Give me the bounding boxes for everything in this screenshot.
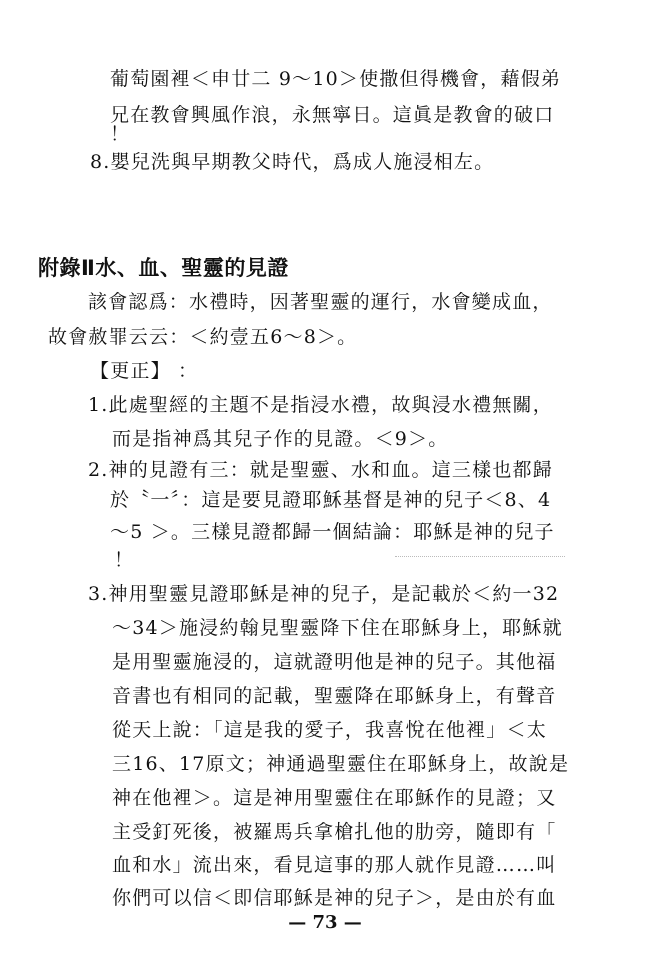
text-line: 葡萄園裡＜申廿二 9～10＞使撒但得機會，藉假弟 <box>110 68 562 90</box>
text-line: 你們可以信＜即信耶穌是神的兒子＞，是由於有血 <box>112 887 557 909</box>
text-line: 音書也有相同的記載，聖靈降在耶穌身上，有聲音 <box>112 685 557 707</box>
list-item-3: 3.神用聖靈見證耶穌是神的兒子，是記載於＜約一32 <box>88 583 560 605</box>
list-item-1: 1.此處聖經的主題不是指浸水禮，故與浸水禮無關， <box>88 394 553 416</box>
text-line: 該會認爲：水禮時，因著聖靈的運行，水會變成血， <box>88 291 553 313</box>
text-line: ！ <box>110 123 131 145</box>
text-line: 故會赦罪云云：＜約壹五6～8＞。 <box>48 326 358 348</box>
text-line: 於〝一〞：這是要見證耶穌基督是神的兒子＜8、4 <box>110 489 552 511</box>
text-line: 是用聖靈施浸的，這就證明他是神的兒子。其他福 <box>112 651 557 673</box>
text-line: 三16、17原文；神通過聖靈住在耶穌身上，故說是 <box>112 753 570 775</box>
text-line: 兄在教會興風作浪，永無寧日。這眞是教會的破口 <box>110 104 555 126</box>
text-line: 而是指神爲其兒子作的見證。＜9＞。 <box>112 428 449 450</box>
text-line: 血和水」流出來，看見這事的那人就作見證……叫 <box>112 854 557 876</box>
text-line: ～5 ＞。三樣見證都歸一個結論：耶穌是神的兒子 <box>110 521 555 543</box>
text-line: 主受釘死後，被羅馬兵拿槍扎他的肋旁，隨即有「 <box>112 821 557 843</box>
section-heading: 附錄Ⅱ水、血、聖靈的見證 <box>38 256 289 280</box>
text-line: ～34＞施浸約翰見聖靈降下住在耶穌身上，耶穌就 <box>112 617 563 639</box>
list-item-2: 2.神的見證有三：就是聖靈、水和血。這三樣也都歸 <box>88 459 553 481</box>
text-line: 神在他裡＞。這是神用聖靈住在耶穌作的見證；又 <box>112 787 557 809</box>
correction-label: 【更正】 ： <box>90 360 199 382</box>
list-item-8: 8.嬰兒洗與早期教父時代，爲成人施浸相左。 <box>90 151 495 173</box>
text-line: 從天上說：「這是我的愛子，我喜悅在他裡」＜太 <box>112 719 547 741</box>
text-line: ！ <box>114 549 135 571</box>
page-number: — 73 — <box>288 912 362 933</box>
divider <box>395 556 565 557</box>
